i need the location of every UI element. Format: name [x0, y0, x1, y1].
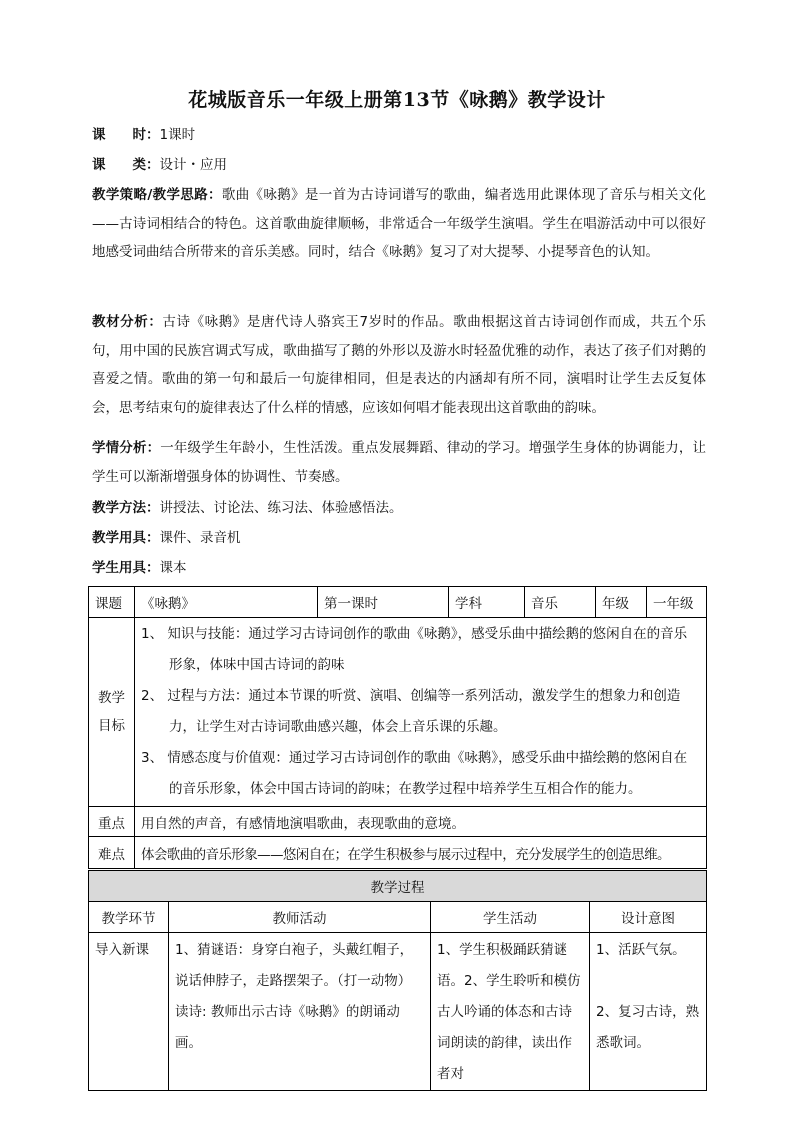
process-title-row: [89, 871, 707, 902]
goals-list: [135, 618, 707, 807]
type-value: 设计・应用: [159, 157, 227, 173]
strategy-section: [92, 181, 706, 267]
goals-label: 教学目标: [89, 618, 135, 807]
analysis-label: 教材分析：: [92, 314, 163, 330]
goal-item: 3、 情感态度与价值观：通过学习古诗词创作的歌曲《咏鹅》，感受乐曲中描绘鹅的悠闲自在的音乐形象，体会中国古诗词的韵味；在教学过程中培养学生互相合作的能力。: [141, 750, 688, 797]
analysis-section: [92, 308, 706, 422]
goal-item: 1、 知识与技能：通过学习古诗词创作的歌曲《咏鹅》，感受乐曲中描绘鹅的悠闲自在的音乐形象，体味中国古诗词的韵味: [141, 626, 688, 673]
topic-label: 课题: [89, 587, 135, 618]
lesson-duration: [92, 124, 195, 146]
learner-text: 一年级学生年龄小，生性活泼。重点发展舞蹈、律动的学习。增强学生身体的协调能力，让学生可以渐渐增强身体的协调性、节奏感。: [92, 440, 707, 485]
strategy-text: 歌曲《咏鹅》是一首为古诗词谱写的歌曲，编者选用此课体现了音乐与相关文化——古诗词相结合的特色。这首歌曲旋律顺畅，非常适合一年级学生演唱。学生在唱游活动中可以很好地感受词曲结合所带来的音乐美感。同时，结合《咏鹅》复习了对大提琴、小提琴音色的认知。: [92, 187, 706, 260]
student-activity-cell: 1、学生积极踊跃猜谜语。2、学生聆听和模仿古人吟诵的体态和古诗词朗读的韵律，读出作者对: [431, 933, 590, 1091]
teacher-activity-cell: 1、猜谜语：身穿白袍子，头戴红帽子，说话伸脖子，走路摆架子。（打一动物）读诗: 教师出示古诗《咏鹅》的朗诵动画。: [169, 933, 431, 1091]
column-header: 教学环节: [89, 902, 169, 933]
intent-item: 1、活跃气氛。: [596, 942, 686, 958]
difficulty-label: 难点: [89, 837, 135, 869]
topic-value: 《咏鹅》: [135, 587, 318, 618]
goal-item: 2、 过程与方法：通过本节课的听赏、演唱、创编等一系列活动，激发学生的想象力和创造力，让学生对古诗词歌曲感兴趣，体会上音乐课的乐趣。: [141, 688, 681, 735]
subject-value: 音乐: [525, 587, 596, 618]
key-label: 重点: [89, 807, 135, 837]
intent-item: 2、复习古诗，熟悉歌词。: [596, 1004, 700, 1051]
table-row: [89, 933, 707, 1091]
methods-label: 教学方法：: [92, 500, 160, 516]
student-tools-label: 学生用具：: [92, 560, 160, 576]
methods-section: [92, 494, 706, 523]
column-header: 设计意图: [590, 902, 707, 933]
methods-text: 讲授法、讨论法、练习法、体验感悟法。: [159, 500, 403, 516]
process-header-row: [89, 902, 707, 933]
learner-section: [92, 434, 706, 491]
table-header-row: [89, 587, 707, 618]
type-label: 课 类：: [92, 157, 160, 173]
column-header: 学生活动: [431, 902, 590, 933]
page-title: 花城版音乐一年级上册第13节《咏鹅》教学设计: [188, 89, 606, 111]
difficulty-text: 体会歌曲的音乐形象——悠闲自在；在学生积极参与展示过程中，充分发展学生的创造思维。: [135, 837, 707, 869]
lesson-label: 课 时：: [92, 127, 160, 143]
analysis-text: 古诗《咏鹅》是唐代诗人骆宾王7岁时的作品。歌曲根据这首古诗词创作而成，共五个乐句，用中国的民族宫调式写成，歌曲描写了鹅的外形以及游水时轻盈优雅的动作，表达了孩子们对鹅的喜爱之情。歌曲的第一句和最后一句旋律相同，但是表达的内涵却有所不同，演唱时让学生去反复体会，思考结束句的旋律表达了什么样的情感，应该如何唱才能表现出这首歌曲的韵味。: [92, 314, 707, 416]
lesson-info-table: [88, 586, 707, 869]
grade-value: 一年级: [647, 587, 707, 618]
student-tools-section: [92, 554, 706, 583]
goals-row: [89, 618, 707, 807]
difficulty-row: [89, 837, 707, 869]
learner-label: 学情分析：: [92, 440, 161, 456]
tools-label: 教学用具：: [92, 530, 160, 546]
period-value: 第一课时: [318, 587, 449, 618]
column-header: 教师活动: [169, 902, 431, 933]
lesson-value: 1课时: [159, 127, 196, 143]
design-intent-cell: [590, 933, 707, 1091]
stage-cell: 导入新课: [89, 933, 169, 1091]
student-tools-text: 课本: [159, 560, 187, 576]
tools-section: [92, 524, 706, 553]
subject-label: 学科: [449, 587, 525, 618]
grade-label: 年级: [596, 587, 647, 618]
key-row: [89, 807, 707, 837]
key-text: 用自然的声音，有感情地演唱歌曲，表现歌曲的意境。: [135, 807, 707, 837]
process-title: 教学过程: [89, 871, 707, 902]
tools-text: 课件、录音机: [159, 530, 241, 546]
process-table: [88, 870, 707, 1091]
strategy-label: 教学策略/教学思路：: [92, 187, 222, 203]
lesson-type: [92, 154, 227, 176]
